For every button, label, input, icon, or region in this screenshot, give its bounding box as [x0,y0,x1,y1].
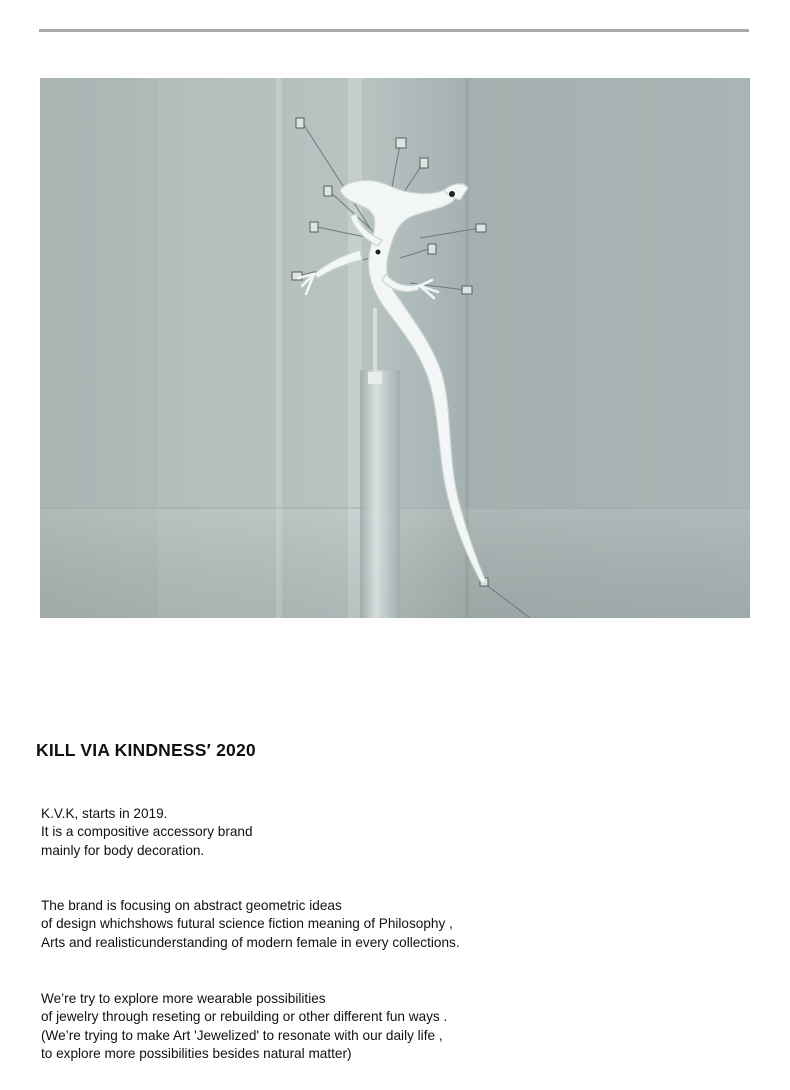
paragraph-line: of design whichshows futural science fiction meaning of Philosophy , [41,916,453,932]
paragraph-line: The brand is focusing on abstract geometric ideas [41,898,342,913]
collection-title: KILL VIA KINDNESS′ 2020 [36,740,256,760]
paragraph-line: (We’re trying to make Art 'Jewelized' to resonate with our daily life , [41,1027,443,1043]
paragraph-line: K.V.K, starts in 2019. [41,806,168,821]
hero-photo [40,78,750,618]
top-divider [39,29,749,32]
paragraph-line: We’re try to explore more wearable possibilities [41,991,326,1006]
brand-mission-paragraph [41,990,447,1063]
paragraph-line: Arts and realisticunderstanding of modern female in every collections. [41,934,460,950]
paragraph-line: of jewelry through reseting or rebuilding or other different fun ways . [41,1009,448,1025]
paragraph-line: to explore more possibilities besides natural matter) [41,1045,352,1061]
brand-intro-paragraph [41,805,253,860]
pedestal [360,370,400,618]
paragraph-line: mainly for body decoration. [41,842,205,858]
paragraph-line: It is a compositive accessory brand [41,824,253,840]
white-lizard-sculpture-icon [40,78,750,618]
brand-focus-paragraph [41,897,460,952]
